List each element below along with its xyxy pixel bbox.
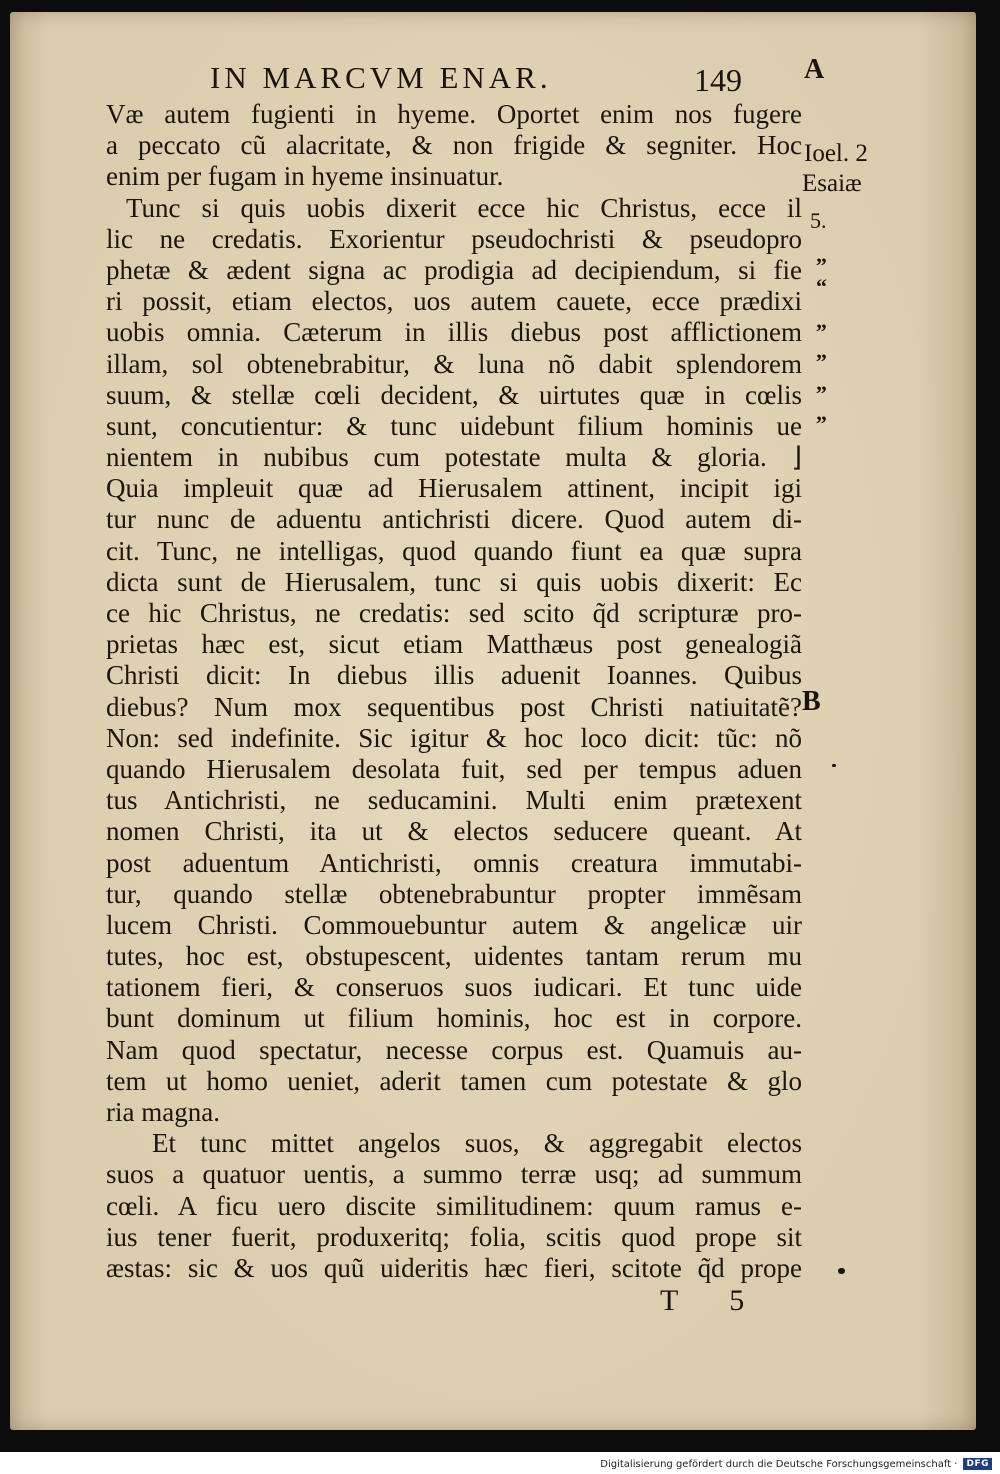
text-line: nientem in nubibus cum potestate multa & gloria. ⌋: [106, 442, 802, 473]
text-line: tationem fieri, & conseruos suos iudicari. Et tunc uide: [106, 972, 802, 1003]
text-line: sunt, concutientur: & tunc uidebunt filium hominis ue: [106, 410, 802, 441]
text-line: ria magna.: [106, 1097, 220, 1127]
text-line: tem ut homo ueniet, aderit tamen cum potestate & glo: [106, 1065, 802, 1096]
text-line: post aduentum Antichristi, omnis creatura immutabi-: [106, 847, 802, 878]
body-text: [106, 99, 802, 1284]
text-line: diebus? Num mox sequentibus post Christi natiuitatẽ?: [106, 691, 802, 722]
digitization-credit: [600, 1456, 992, 1472]
text-line: æstas: sic & uos quũ uideritis hæc fieri, scitote q̃d prope: [106, 1252, 802, 1283]
text-line: phetæ & ædent signa ac prodigia ad decipiendum, si fie: [106, 254, 802, 285]
text-line: ius tener fuerit, produxeritq; folia, scitis quod prope sit: [106, 1221, 802, 1252]
text-line: lic ne credatis. Exorientur pseudochristi & pseudopro: [106, 223, 802, 254]
text-line: enim per fugam in hyeme insinuatur.: [106, 161, 504, 192]
margin-quote-mark: „: [816, 400, 828, 425]
margin-quote-mark: „: [816, 338, 828, 363]
text-line: Et tunc mittet angelos suos, & aggregabit electos: [152, 1128, 802, 1159]
text-line: Væ autem fugienti in hyeme. Oportet enim nos fugere: [106, 99, 802, 129]
text-line: Christi dicit: In diebus illis aduenit Ioannes. Quibus: [106, 660, 802, 691]
text-line: uobis omnia. Cæterum in illis diebus post afflictionem: [106, 317, 802, 348]
running-head: IN MARCVM ENAR.: [210, 60, 552, 95]
text-line: lucem Christi. Commouebuntur autem & angelicæ uir: [106, 909, 802, 940]
text-line: dicta sunt de Hierusalem, tunc si quis uobis dixerit: Ec: [106, 566, 802, 597]
text-line: suos a quatuor uentis, a summo terræ usq; ad summum: [106, 1159, 802, 1190]
text-line: a peccato cũ alacritate, & non frigide & segniter. Hoc: [106, 130, 802, 161]
text-line: ri possit, etiam electos, uos autem cauete, ecce prædixi: [106, 286, 802, 317]
ink-speck: [838, 1268, 845, 1274]
section-letter-a: A: [804, 54, 825, 85]
margin-quote-mark: “: [816, 274, 828, 299]
text-line: cit. Tunc, ne intelligas, quod quando fiunt ea quæ supra: [106, 535, 802, 566]
folio-number: 149: [694, 62, 742, 98]
text-line: tus Antichristi, ne seducamini. Multi enim prætexent: [106, 785, 802, 816]
text-line: ce hic Christus, ne credatis: sed scito q̃d scripturæ pro-: [106, 598, 802, 628]
dfg-logo-icon: DFG: [963, 1458, 992, 1470]
text-line: nomen Christi, ita ut & electos seducere queant. At: [106, 816, 802, 847]
text-line: cœli. A ficu uero discite similitudinem: quum ramus e-: [106, 1190, 802, 1221]
book-page: [10, 12, 976, 1430]
text-line: quando Hierusalem desolata fuit, sed per tempus aduen: [106, 753, 802, 784]
signature-mark: T 5: [660, 1284, 767, 1317]
margin-note-verse: 5.: [810, 208, 827, 233]
margin-quote-mark: „: [816, 370, 828, 395]
text-line: prietas hæc est, sicut etiam Matthæus post genealogiã: [106, 629, 802, 660]
margin-note-ioel: Ioel. 2: [804, 140, 868, 167]
text-line: Tunc si quis uobis dixerit ecce hic Christus, ecce il: [126, 192, 802, 223]
margin-note-esaiae: Esaiæ: [802, 170, 862, 197]
ink-speck: [832, 764, 836, 767]
section-letter-b: B: [802, 686, 821, 717]
credit-text: Digitalisierung gefördert durch die Deutsche Forschungsgemeinschaft ·: [600, 1458, 958, 1470]
text-line: suum, & stellæ cœli decident, & uirtutes quæ in cœlis: [106, 379, 802, 410]
text-line: Quia impleuit quæ ad Hierusalem attinent, incipit igi: [106, 473, 802, 504]
text-line: Nam quod spectatur, necesse corpus est. Quamuis au-: [106, 1034, 802, 1065]
text-line: Non: sed indefinite. Sic igitur & hoc loco dicit: tũc: nõ: [106, 722, 802, 753]
text-line: tur, quando stellæ obtenebrabuntur propter immẽsam: [106, 878, 802, 909]
text-line: bunt dominum ut filium hominis, hoc est in corpore.: [106, 1003, 802, 1034]
text-line: tutes, hoc est, obstupescent, uidentes tantam rerum mu: [106, 941, 802, 972]
margin-quote-mark: „: [816, 308, 828, 333]
text-line: tur nunc de aduentu antichristi dicere. Quod autem di-: [106, 504, 802, 535]
margin-quote-mark: „: [816, 242, 828, 267]
text-line: illam, sol obtenebrabitur, & luna nõ dabit splendorem: [106, 348, 802, 379]
